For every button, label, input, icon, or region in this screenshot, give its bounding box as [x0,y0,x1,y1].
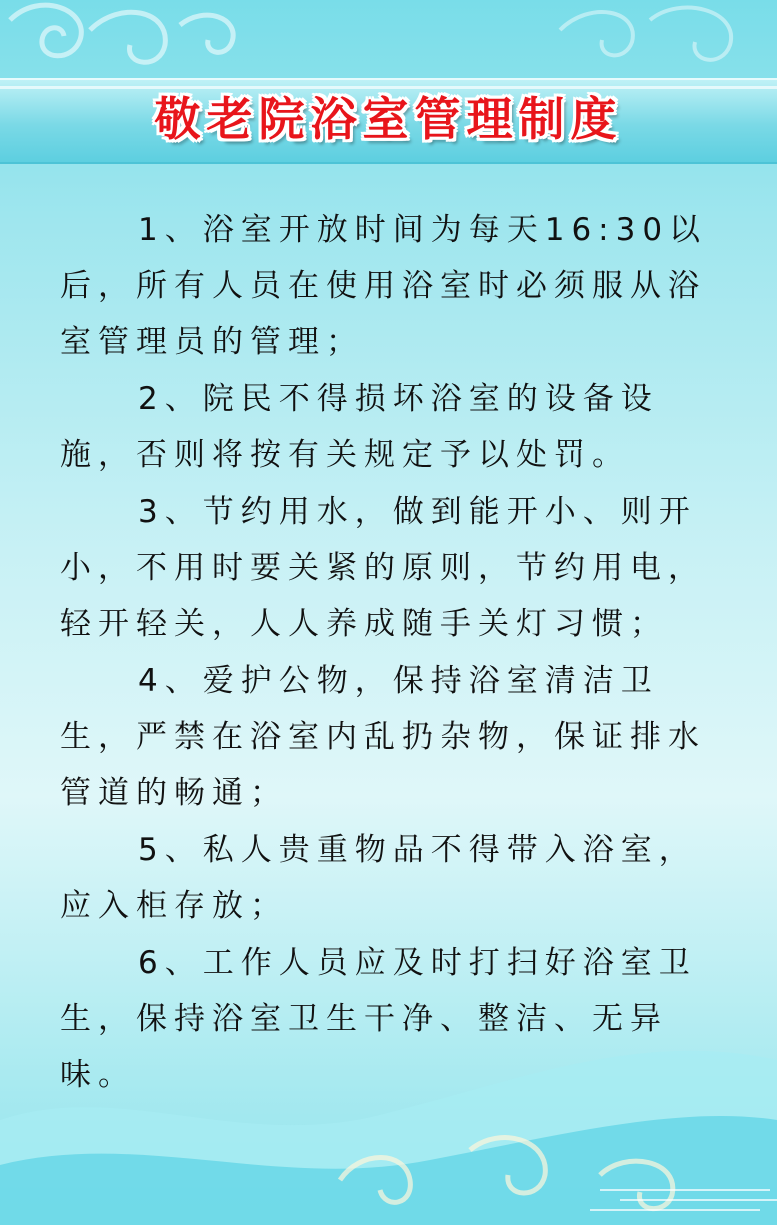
swirl-ornament-top-left [10,5,233,62]
rule-item-4: 4、爱护公物，保持浴室清洁卫生，严禁在浴室内乱扔杂物，保证排水管道的畅通； [60,663,706,811]
rule-item-5: 5、私人贵重物品不得带入浴室，应入柜存放； [60,832,697,924]
page-title: 敬老院浴室管理制度 [154,92,623,146]
swirl-ornament-top-right [560,8,731,60]
rule-item-3: 3、节约用水，做到能开小、则开小，不用时要关紧的原则，节约用电，轻开轻关，人人养成随手关灯习惯； [60,494,706,642]
rule-item-1: 1、浴室开放时间为每天16:30以后，所有人员在使用浴室时必须服从浴室管理员的管理； [60,212,708,360]
rule-item-6: 6、工作人员应及时打扫好浴室卫生，保持浴室卫生干净、整洁、无异味。 [60,945,697,1093]
rule-item-2: 2、院民不得损坏浴室的设备设施，否则将按有关规定予以处罚。 [60,381,659,473]
rules-list [60,202,720,1104]
